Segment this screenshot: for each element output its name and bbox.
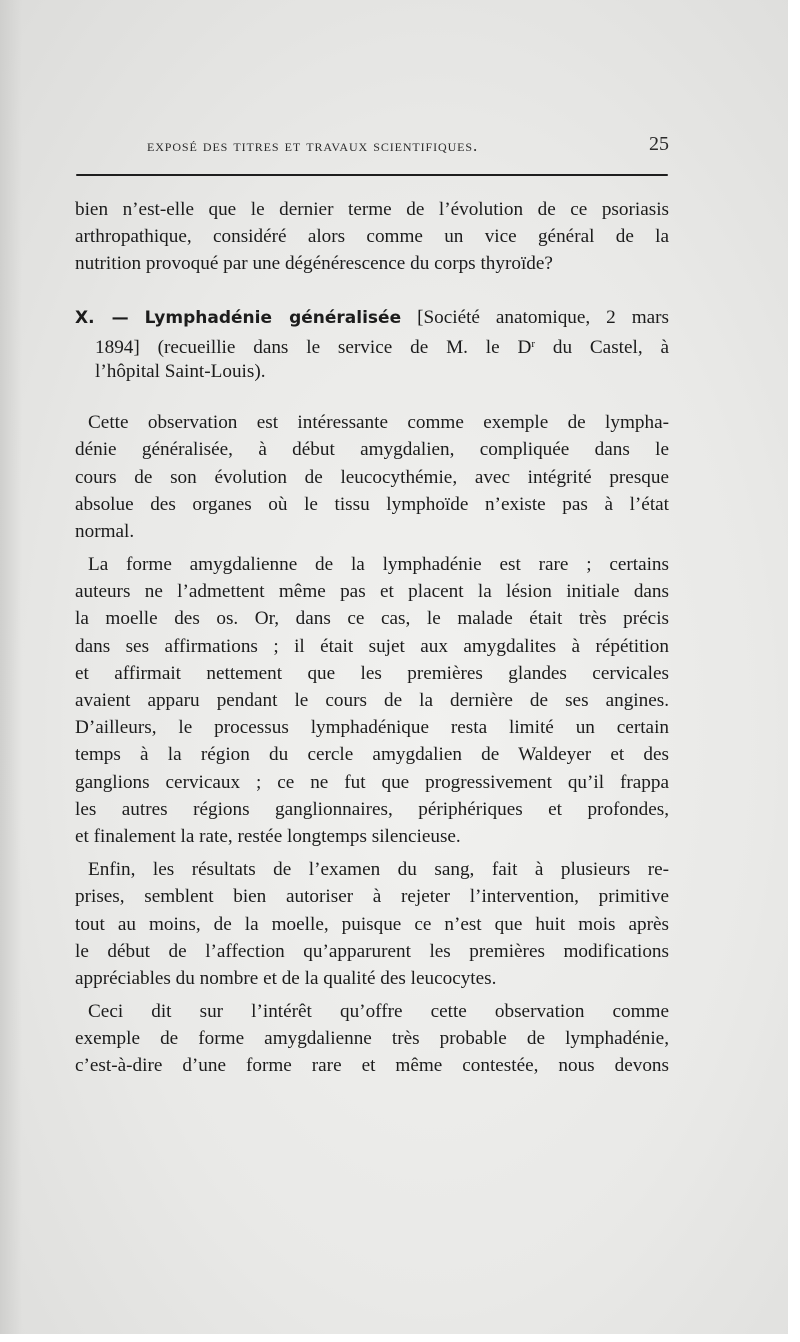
text-line: et affirmait nettement que les premières glandes cervicales [75,662,669,684]
paragraph [75,551,669,850]
text-line: les autres régions ganglionnaires, périphériques et profondes, [75,798,669,820]
paragraph [75,856,669,992]
text-line: arthropathique, considéré alors comme un vice général de la [75,226,669,248]
header-rule [76,174,668,176]
text-line: bien n’est-elle que le dernier terme de l’évolution de ce psoriasis [75,199,669,220]
text-line: temps à la région du cercle amygdalien de Waldeyer et des [75,744,669,766]
text-line: avaient apparu pendant le cours de la dernière de ses angines. [75,690,669,711]
text-line: appréciables du nombre et de la qualité des leucocytes. [75,967,497,989]
text-line: prises, semblent bien autoriser à rejeter l’intervention, primitive [75,886,669,908]
text-line: La forme amygdalienne de la lymphadénie est rare ; certains [88,554,669,576]
page-number: 25 [649,133,669,155]
section-heading-x [75,304,669,386]
text-line: exemple de forme amygdalienne très probable de lymphadénie, [75,1028,669,1050]
text-line: normal. [75,520,135,542]
citation-text: du Castel, à [535,336,669,358]
body-text [75,196,669,1080]
text-line: D’ailleurs, le processus lymphadénique resta limité un certain [75,717,669,739]
section-citation: [Société anatomique, 2 mars [417,306,670,328]
text-line: nutrition provoqué par une dégénérescence du corps thyroïde? [75,253,553,275]
running-head [147,133,669,157]
text-line: et finalement la rate, restée longtemps silencieuse. [75,825,461,847]
text-line: tout au moins, de la moelle, puisque ce n’est que huit mois après [75,913,669,935]
text-line: Enfin, les résultats de l’examen du sang, fait à plusieurs re- [88,859,669,881]
paragraph [75,998,669,1080]
paragraph-continuation [75,196,669,278]
citation-text: 1894] (recueillie dans le service de M. le D [95,336,532,358]
text-line: ganglions cervicaux ; ce ne fut que progressivement qu’il frappa [75,771,669,793]
text-line: auteurs ne l’admettent même pas et placent la lésion initiale dans [75,581,669,603]
text-line: l’hôpital Saint-Louis). [95,360,266,382]
text-line: dénie généralisée, à début amygdalien, compliquée dans le [75,439,669,461]
section-number: X. — [75,307,129,328]
text-line [75,304,669,331]
text-line: absolue des organes où le tissu lymphoïde n’existe pas à l’état [75,493,669,515]
text-line: cours de son évolution de leucocythémie, avec intégrité presque [75,466,669,488]
paragraph [75,409,669,545]
section-title: Lymphadénie généralisée [144,307,402,328]
text-line: Ceci dit sur l’intérêt qu’offre cette observation comme [88,1001,669,1023]
text-line: le début de l’affection qu’apparurent les premières modifications [75,940,669,962]
text-line [75,331,669,358]
text-line: la moelle des os. Or, dans ce cas, le malade était très précis [75,608,669,630]
running-head-title: exposé des titres et travaux scientifiques. [147,136,479,155]
text-line: c’est-à-dire d’une forme rare et même contestée, nous devons [75,1055,669,1077]
text-line: Cette observation est intéressante comme exemple de lympha- [88,412,669,434]
text-line: dans ses affirmations ; il était sujet aux amygdalites à répétition [75,635,669,657]
superscript: r [531,337,535,350]
